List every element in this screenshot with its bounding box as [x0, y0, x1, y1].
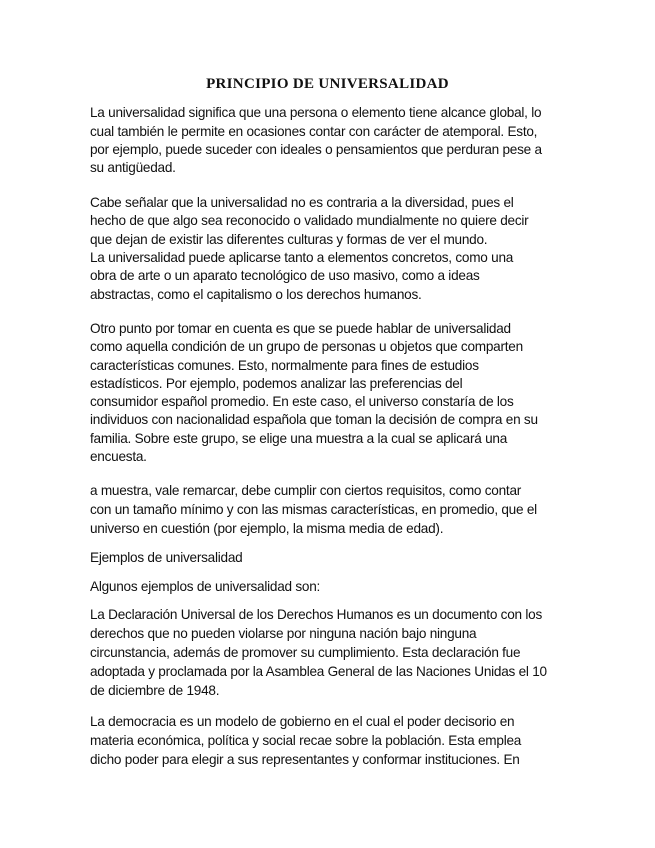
page-title: PRINCIPIO DE UNIVERSALIDAD: [206, 76, 449, 92]
paragraph-line: Otro punto por tomar en cuenta es que se puede hablar de universalidad: [90, 321, 511, 336]
paragraph-line: dicho poder para elegir a sus representantes y conformar instituciones. En: [90, 752, 520, 767]
paragraph-line: hecho de que algo sea reconocido o validado mundialmente no quiere decir: [90, 213, 529, 228]
paragraph-line: La universalidad significa que una persona o elemento tiene alcance global, lo: [90, 105, 542, 120]
paragraph-line: consumidor español promedio. En este caso, el universo constaría de los: [90, 394, 514, 409]
paragraph-line: con un tamaño mínimo y con las mismas características, en promedio, que el: [90, 502, 537, 517]
paragraph-line: características comunes. Esto, normalmente para fines de estudios: [90, 358, 479, 373]
paragraph-line: encuesta.: [90, 449, 147, 464]
paragraph-line: cual también le permite en ocasiones contar con carácter de atemporal. Esto,: [90, 124, 538, 139]
paragraph-line: abstractas, como el capitalismo o los derechos humanos.: [90, 287, 422, 302]
paragraph-line: La Declaración Universal de los Derechos Humanos es un documento con los: [90, 607, 542, 622]
paragraph-line: universo en cuestión (por ejemplo, la misma media de edad).: [90, 521, 444, 536]
paragraph-line: de diciembre de 1948.: [90, 683, 220, 698]
paragraph-line: por ejemplo, puede suceder con ideales o pensamientos que perduran pese a: [90, 142, 542, 157]
paragraph-line: adoptada y proclamada por la Asamblea General de las Naciones Unidas el 10: [90, 664, 547, 679]
paragraph-line: a muestra, vale remarcar, debe cumplir con ciertos requisitos, como contar: [90, 483, 522, 498]
paragraph-line: materia económica, política y social recae sobre la población. Esta emplea: [90, 733, 522, 748]
paragraph-line: individuos con nacionalidad española que toman la decisión de compra en su: [90, 412, 538, 427]
paragraph-line: circunstancia, además de promover su cumplimiento. Esta declaración fue: [90, 645, 521, 660]
paragraph-line: Algunos ejemplos de universalidad son:: [90, 579, 321, 594]
paragraph-line: su antigüedad.: [90, 160, 176, 175]
paragraph-line: que dejan de existir las diferentes culturas y formas de ver el mundo.: [90, 232, 488, 247]
paragraph-line: como aquella condición de un grupo de personas u objetos que comparten: [90, 339, 523, 354]
paragraph-line: derechos que no pueden violarse por ninguna nación bajo ninguna: [90, 626, 477, 641]
paragraph-line: Cabe señalar que la universalidad no es contraria a la diversidad, pues el: [90, 195, 514, 210]
paragraph-line: La democracia es un modelo de gobierno en el cual el poder decisorio en: [90, 714, 515, 729]
paragraph-line: estadísticos. Por ejemplo, podemos analizar las preferencias del: [90, 376, 463, 391]
paragraph-line: familia. Sobre este grupo, se elige una muestra a la cual se aplicará una: [90, 431, 508, 446]
paragraph-line: La universalidad puede aplicarse tanto a elementos concretos, como una: [90, 250, 514, 265]
paragraph-line: obra de arte o un aparato tecnológico de uso masivo, como a ideas: [90, 268, 480, 283]
section-heading: Ejemplos de universalidad: [90, 550, 243, 565]
